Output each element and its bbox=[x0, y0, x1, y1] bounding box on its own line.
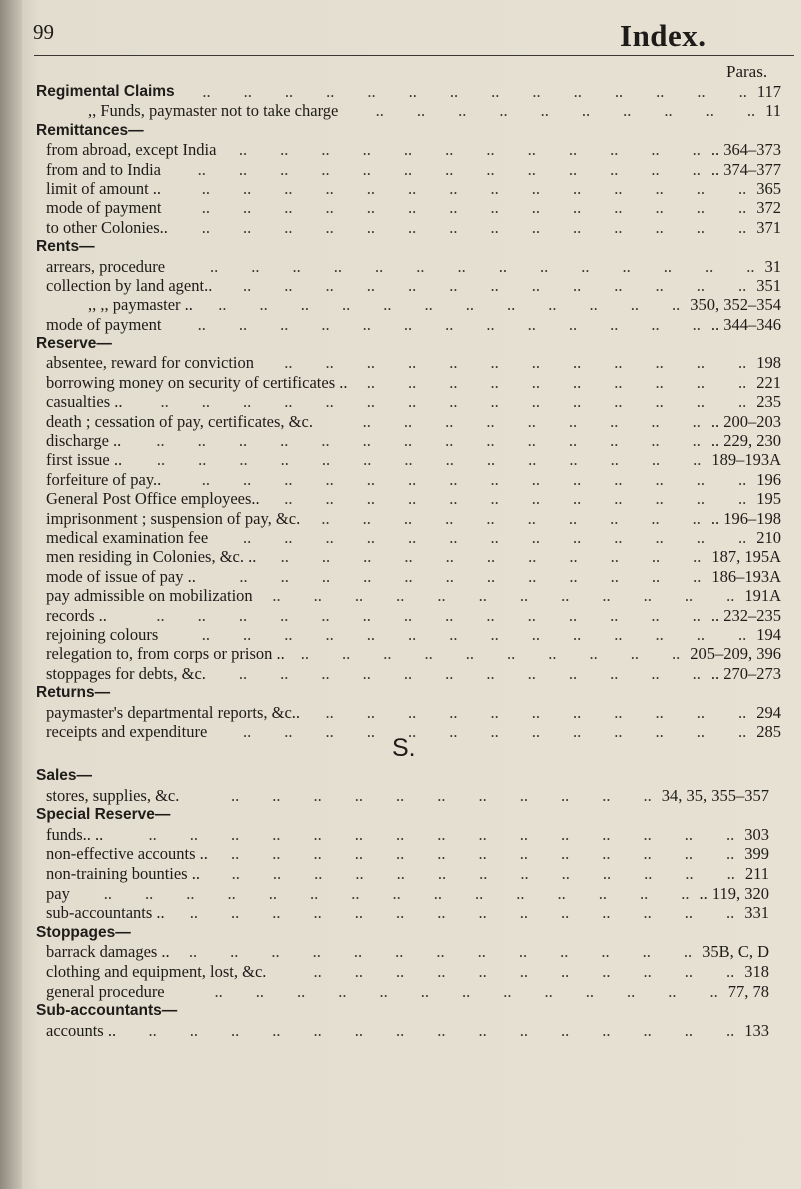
entry-heading: Regimental Claims bbox=[36, 83, 175, 100]
dot-leader: .. .. .. .. .. .. .. .. .. .. .. .. bbox=[284, 353, 747, 373]
entry-heading: Special Reserve— bbox=[36, 806, 171, 824]
entry-label: non-effective accounts .. bbox=[46, 844, 208, 864]
index-entry bbox=[0, 864, 801, 884]
entry-reference: .. 374–377 bbox=[710, 159, 781, 179]
entry-reference: 133 bbox=[744, 1020, 769, 1040]
dot-leader: .. .. .. .. .. .. .. .. .. .. .. .. bbox=[238, 663, 701, 683]
entry-label: clothing and equipment, lost, &c. bbox=[46, 961, 267, 981]
entry-label: absentee, reward for conviction bbox=[46, 353, 254, 373]
entry-reference: 350, 352–354 bbox=[690, 295, 781, 315]
index-entry bbox=[0, 450, 801, 469]
index-entry bbox=[0, 140, 801, 159]
index-entry bbox=[0, 586, 801, 605]
index-entry bbox=[0, 470, 801, 489]
index-entry bbox=[0, 547, 801, 566]
index-entry bbox=[0, 179, 801, 198]
dot-leader: .. .. .. .. .. .. .. .. .. .. .. .. .. bbox=[243, 721, 747, 741]
entry-label: death ; cessation of pay, certificates, &c. bbox=[46, 411, 313, 431]
dot-leader: .. .. .. .. .. .. .. .. .. .. bbox=[366, 372, 747, 392]
dot-leader: .. .. .. .. .. .. .. .. .. .. .. .. .. .. bbox=[201, 178, 747, 198]
entry-reference: .. 229, 230 bbox=[710, 431, 781, 451]
index-entry bbox=[0, 237, 801, 256]
entry-heading: Stoppages— bbox=[36, 923, 131, 941]
entry-label: mode of issue of pay .. bbox=[46, 566, 196, 586]
entry-reference: 11 bbox=[765, 101, 781, 121]
entry-reference: 235 bbox=[756, 392, 781, 412]
section-letter-s: S. bbox=[392, 734, 416, 762]
entry-label: receipts and expenditure bbox=[46, 721, 208, 741]
index-entry bbox=[0, 1001, 801, 1021]
entry-heading: Sub-accountants— bbox=[36, 1002, 178, 1020]
entry-label: records .. bbox=[46, 605, 107, 625]
entry-label: discharge .. bbox=[46, 431, 122, 451]
entry-reference: 294 bbox=[756, 702, 781, 722]
dot-leader: .. .. .. .. .. .. .. .. .. .. .. .. .. bbox=[188, 942, 693, 962]
index-entry bbox=[0, 353, 801, 372]
entry-reference: 285 bbox=[756, 721, 781, 741]
entry-label: funds.. .. bbox=[46, 824, 104, 844]
index-entry bbox=[0, 160, 801, 179]
entry-label: to other Colonies.. bbox=[46, 217, 168, 237]
entry-reference: .. 232–235 bbox=[710, 605, 781, 625]
dot-leader: .. .. .. .. .. .. .. .. .. .. .. bbox=[231, 785, 652, 805]
entry-label: accounts .. bbox=[46, 1020, 117, 1040]
entry-label: men residing in Colonies, &c. .. bbox=[46, 547, 257, 567]
entry-reference: 303 bbox=[744, 824, 769, 844]
entry-reference: 371 bbox=[756, 217, 781, 237]
entry-reference: 351 bbox=[756, 275, 781, 295]
entry-label: ,, Funds, paymaster not to take charge bbox=[88, 101, 339, 121]
index-entry bbox=[0, 198, 801, 217]
index-entry bbox=[0, 489, 801, 508]
dot-leader: .. .. .. .. .. .. .. .. .. .. .. .. .. .. bbox=[202, 82, 747, 101]
entry-reference: 34, 35, 355–357 bbox=[661, 785, 769, 805]
entry-heading: Sales— bbox=[36, 767, 93, 784]
entry-label: imprisonment ; suspension of pay, &c. bbox=[46, 508, 301, 528]
entry-label: arrears, procedure bbox=[46, 256, 166, 276]
entry-reference: 399 bbox=[744, 844, 769, 864]
dot-leader: .. .. .. .. .. .. .. .. .. .. .. .. .. .. .. bbox=[148, 824, 735, 844]
index-entry bbox=[0, 962, 801, 982]
index-entry bbox=[0, 766, 801, 786]
index-entry bbox=[0, 431, 801, 450]
dot-leader: .. .. .. .. .. .. .. .. .. .. .. .. .. .. bbox=[189, 903, 735, 923]
entry-label: general procedure bbox=[46, 981, 165, 1001]
index-entries-s bbox=[0, 766, 801, 1040]
dot-leader: .. .. .. .. .. .. .. .. .. .. .. .. bbox=[238, 140, 701, 160]
dot-leader: .. .. .. .. .. .. .. .. .. .. .. .. bbox=[284, 489, 747, 509]
dot-leader: .. .. .. .. .. .. .. .. .. .. .. .. .. .. bbox=[201, 198, 747, 218]
dot-leader: .. .. .. .. .. .. .. .. .. .. bbox=[300, 644, 681, 664]
index-entry bbox=[0, 923, 801, 943]
dot-leader: .. .. .. .. .. .. .. .. .. .. .. .. .. .. bbox=[210, 256, 755, 276]
dot-leader: .. .. .. .. .. .. .. .. .. .. .. .. .. bbox=[214, 981, 718, 1001]
entry-label: paymaster's departmental reports, &c.. bbox=[46, 702, 301, 722]
dot-leader: .. .. .. .. .. .. .. .. .. .. .. .. bbox=[239, 566, 702, 586]
dot-leader: .. .. .. .. .. .. .. .. .. .. bbox=[321, 508, 701, 528]
dot-leader: .. .. .. .. .. .. .. .. .. .. .. bbox=[280, 547, 702, 567]
entry-label: mode of payment bbox=[46, 314, 162, 334]
entry-reference: 211 bbox=[744, 863, 769, 883]
entry-reference: .. 196–198 bbox=[710, 508, 781, 528]
index-entry bbox=[0, 825, 801, 845]
dot-leader: .. .. .. .. .. .. .. .. .. .. .. .. bbox=[218, 295, 681, 315]
index-entry bbox=[0, 786, 801, 806]
index-entry bbox=[0, 844, 801, 864]
entry-reference: 77, 78 bbox=[727, 981, 769, 1001]
index-entry bbox=[0, 257, 801, 276]
entry-reference: .. 364–373 bbox=[710, 140, 781, 160]
index-entry bbox=[0, 1021, 801, 1041]
entry-reference: 365 bbox=[756, 178, 781, 198]
entry-label: rejoining colours bbox=[46, 624, 159, 644]
index-entry bbox=[0, 276, 801, 295]
entry-reference: 210 bbox=[756, 527, 781, 547]
index-entries-r bbox=[0, 82, 801, 741]
entry-reference: 318 bbox=[744, 961, 769, 981]
dot-leader: .. .. .. .. .. .. .. .. .. .. .. .. .. bbox=[197, 314, 701, 334]
entry-label: forfeiture of pay.. bbox=[46, 469, 162, 489]
entry-label: limit of amount .. bbox=[46, 178, 162, 198]
entry-label: casualties .. bbox=[46, 392, 123, 412]
entry-label: barrack damages .. bbox=[46, 942, 170, 962]
dot-leader: .. .. .. .. .. .. .. .. .. .. .. .. .. bbox=[243, 527, 747, 547]
entry-reference: 372 bbox=[756, 198, 781, 218]
entry-label: sub-accountants .. bbox=[46, 903, 165, 923]
entry-reference: 187, 195A bbox=[711, 547, 781, 567]
index-entry bbox=[0, 606, 801, 625]
dot-leader: .. .. .. .. .. .. .. .. .. .. .. .. .. bbox=[243, 275, 747, 295]
entry-label: collection by land agent.. bbox=[46, 275, 213, 295]
entry-label: stores, supplies, &c. bbox=[46, 785, 180, 805]
entry-reference: .. 200–203 bbox=[710, 411, 781, 431]
entry-reference: 186–193A bbox=[711, 566, 781, 586]
index-entry bbox=[0, 703, 801, 722]
index-entry bbox=[0, 373, 801, 392]
entry-label: pay bbox=[46, 883, 70, 903]
dot-leader: .. .. .. .. .. .. .. .. .. .. .. .. .. .. .. bbox=[160, 392, 747, 412]
index-entry bbox=[0, 334, 801, 353]
entry-label: relegation to, from corps or prison .. bbox=[46, 644, 285, 664]
entry-label: non-training bounties .. bbox=[46, 863, 200, 883]
dot-leader: .. .. .. .. .. .. .. .. .. .. .. .. .. .. bbox=[156, 450, 702, 470]
entry-label: medical examination fee bbox=[46, 527, 209, 547]
index-entry bbox=[0, 884, 801, 904]
entry-heading: Remittances— bbox=[36, 121, 144, 139]
index-entry bbox=[0, 625, 801, 644]
dot-leader: .. .. .. .. .. .. .. .. .. .. .. .. .. bbox=[197, 159, 701, 179]
index-entry bbox=[0, 101, 801, 120]
running-head: Index. bbox=[620, 18, 707, 53]
dot-leader: .. .. .. .. .. .. .. .. .. .. bbox=[375, 101, 756, 121]
entry-reference: 194 bbox=[756, 624, 781, 644]
entry-label: pay admissible on mobilization bbox=[46, 586, 253, 606]
dot-leader: .. .. .. .. .. .. .. .. .. .. .. .. .. .. bbox=[156, 431, 701, 451]
index-entry bbox=[0, 805, 801, 825]
entry-reference: .. 270–273 bbox=[710, 663, 781, 683]
entry-label: from and to India bbox=[46, 159, 162, 179]
index-entry bbox=[0, 392, 801, 411]
index-entry bbox=[0, 528, 801, 547]
dot-leader: .. .. .. .. .. .. .. .. .. .. .. .. .. bbox=[231, 844, 735, 864]
dot-leader: .. .. .. .. .. .. .. .. .. .. .. bbox=[325, 702, 747, 722]
dot-leader: .. .. .. .. .. .. .. .. .. .. .. .. .. .. .. bbox=[103, 883, 690, 903]
index-entry bbox=[0, 82, 801, 101]
entry-reference: 195 bbox=[756, 489, 781, 509]
entry-reference: 221 bbox=[756, 372, 781, 392]
index-entry bbox=[0, 683, 801, 702]
entry-label: mode of payment bbox=[46, 198, 162, 218]
dot-leader: .. .. .. .. .. .. .. .. .. .. .. .. .. .. bbox=[201, 624, 747, 644]
dot-leader: .. .. .. .. .. .. .. .. .. .. .. .. .. bbox=[231, 863, 735, 883]
index-entry bbox=[0, 644, 801, 663]
page-number: 99 bbox=[33, 20, 54, 44]
entry-reference: 205–209, 396 bbox=[690, 644, 781, 664]
entry-reference: 117 bbox=[756, 82, 781, 101]
index-entry bbox=[0, 982, 801, 1002]
index-entry bbox=[0, 218, 801, 237]
entry-label: stoppages for debts, &c. bbox=[46, 663, 206, 683]
dot-leader: .. .. .. .. .. .. .. .. .. .. .. .. .. .. bbox=[201, 469, 747, 489]
entry-reference: 196 bbox=[756, 469, 781, 489]
entry-reference: 191A bbox=[744, 586, 781, 606]
entry-label: first issue .. bbox=[46, 450, 123, 470]
dot-leader: .. .. .. .. .. .. .. .. .. .. .. .. .. .. .. bbox=[148, 1020, 735, 1040]
entry-reference: .. 344–346 bbox=[710, 314, 781, 334]
entry-reference: .. 119, 320 bbox=[699, 883, 769, 903]
entry-label: General Post Office employees.. bbox=[46, 489, 260, 509]
entry-reference: 331 bbox=[744, 903, 769, 923]
paras-column-header: Paras. bbox=[726, 62, 768, 81]
header-rule bbox=[34, 55, 794, 56]
entry-heading: Rents— bbox=[36, 238, 95, 256]
entry-reference: 35B, C, D bbox=[702, 942, 769, 962]
index-entry bbox=[0, 295, 801, 314]
dot-leader: .. .. .. .. .. .. .. .. .. .. .. bbox=[313, 961, 735, 981]
entry-heading: Returns— bbox=[36, 684, 111, 702]
index-entry bbox=[0, 412, 801, 431]
entry-heading: Reserve— bbox=[36, 335, 112, 353]
entry-reference: 198 bbox=[756, 353, 781, 373]
index-entry bbox=[0, 942, 801, 962]
entry-label: ,, ,, paymaster .. bbox=[88, 295, 193, 315]
entry-label: borrowing money on security of certificates .. bbox=[46, 372, 348, 392]
entry-reference: 189–193A bbox=[711, 450, 781, 470]
entry-label: from abroad, except India bbox=[46, 140, 217, 160]
index-entry bbox=[0, 315, 801, 334]
dot-leader: .. .. .. .. .. .. .. .. .. .. .. .. .. .. bbox=[201, 217, 747, 237]
index-entry bbox=[0, 903, 801, 923]
index-entry bbox=[0, 567, 801, 586]
index-entry bbox=[0, 509, 801, 528]
index-entry bbox=[0, 664, 801, 683]
dot-leader: .. .. .. .. .. .. .. .. .. bbox=[362, 411, 701, 431]
dot-leader: .. .. .. .. .. .. .. .. .. .. .. .. .. .. bbox=[156, 605, 701, 625]
index-entry bbox=[0, 121, 801, 140]
entry-reference: 31 bbox=[764, 256, 781, 276]
dot-leader: .. .. .. .. .. .. .. .. .. .. .. .. bbox=[272, 586, 735, 606]
